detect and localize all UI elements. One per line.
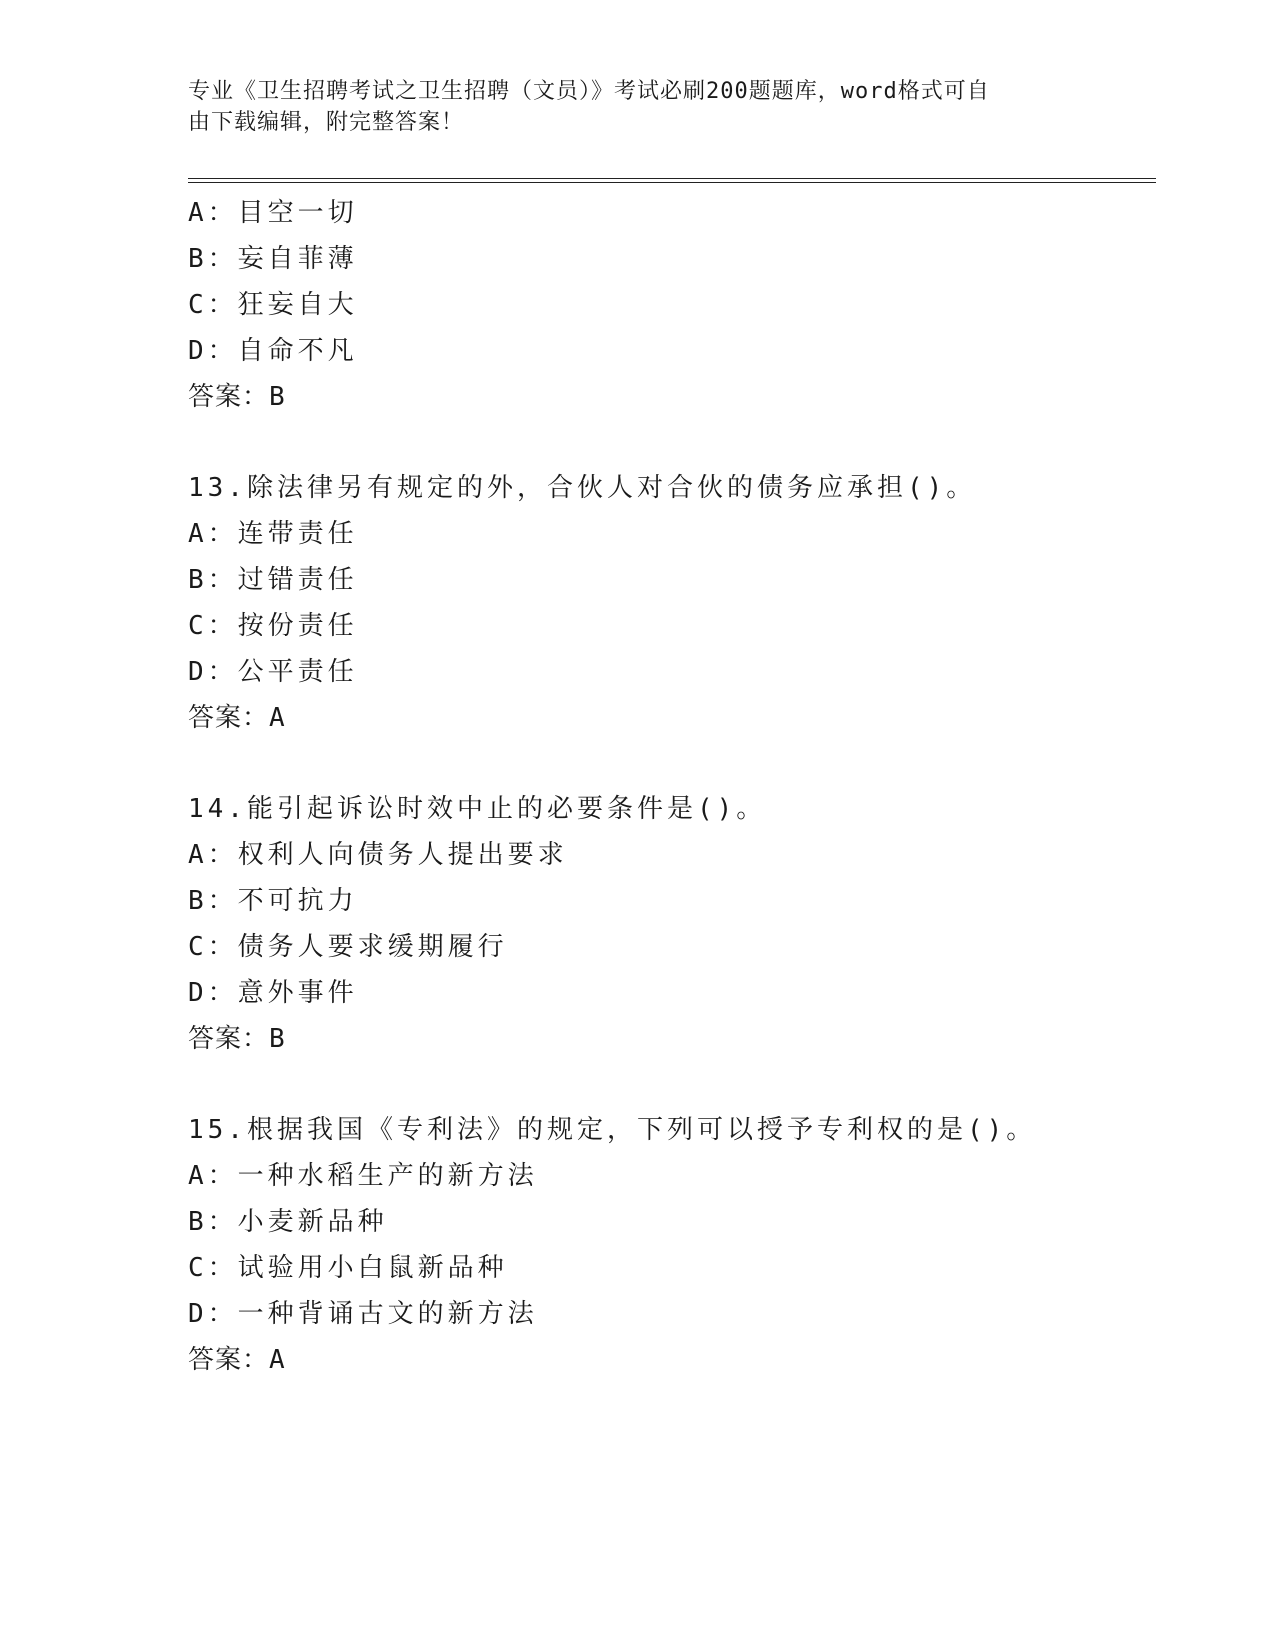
option-a: A：一种水稻生产的新方法	[188, 1161, 538, 1191]
option-a: A：权利人向债务人提出要求	[188, 840, 568, 870]
option-d: D：公平责任	[188, 657, 358, 687]
question-text: 15.根据我国《专利法》的规定，下列可以授予专利权的是()。	[188, 1115, 1037, 1145]
header-divider-top	[188, 178, 1156, 179]
option-b: B：小麦新品种	[188, 1207, 388, 1237]
option-b: B：不可抗力	[188, 886, 358, 916]
question-text: 14.能引起诉讼时效中止的必要条件是()。	[188, 794, 767, 824]
answer-line: 答案：B	[188, 1024, 286, 1054]
question-text: 13.除法律另有规定的外，合伙人对合伙的债务应承担()。	[188, 473, 977, 503]
answer-line: 答案：A	[188, 703, 286, 733]
option-d: D：一种背诵古文的新方法	[188, 1299, 538, 1329]
question-list	[188, 190, 1156, 1383]
header-divider-bottom	[188, 182, 1156, 183]
question-block-prev	[188, 190, 1156, 420]
answer-line: 答案：A	[188, 1345, 286, 1375]
header-line-2: 由下载编辑，附完整答案！	[188, 110, 465, 135]
option-c: C：按份责任	[188, 611, 358, 641]
answer-line: 答案：B	[188, 382, 286, 412]
question-block-13	[188, 465, 1156, 741]
option-a: A：目空一切	[188, 198, 358, 228]
header-line-1: 专业《卫生招聘考试之卫生招聘（文员）》考试必刷200题题库，word格式可自	[188, 79, 990, 104]
option-b: B：妄自菲薄	[188, 244, 358, 274]
question-block-14	[188, 786, 1156, 1062]
option-c: C：债务人要求缓期履行	[188, 932, 508, 962]
question-block-15	[188, 1107, 1156, 1383]
option-d: D：意外事件	[188, 978, 358, 1008]
option-c: C：狂妄自大	[188, 290, 358, 320]
option-d: D：自命不凡	[188, 336, 358, 366]
document-header	[188, 76, 1088, 138]
option-b: B：过错责任	[188, 565, 358, 595]
option-c: C：试验用小白鼠新品种	[188, 1253, 508, 1283]
option-a: A：连带责任	[188, 519, 358, 549]
